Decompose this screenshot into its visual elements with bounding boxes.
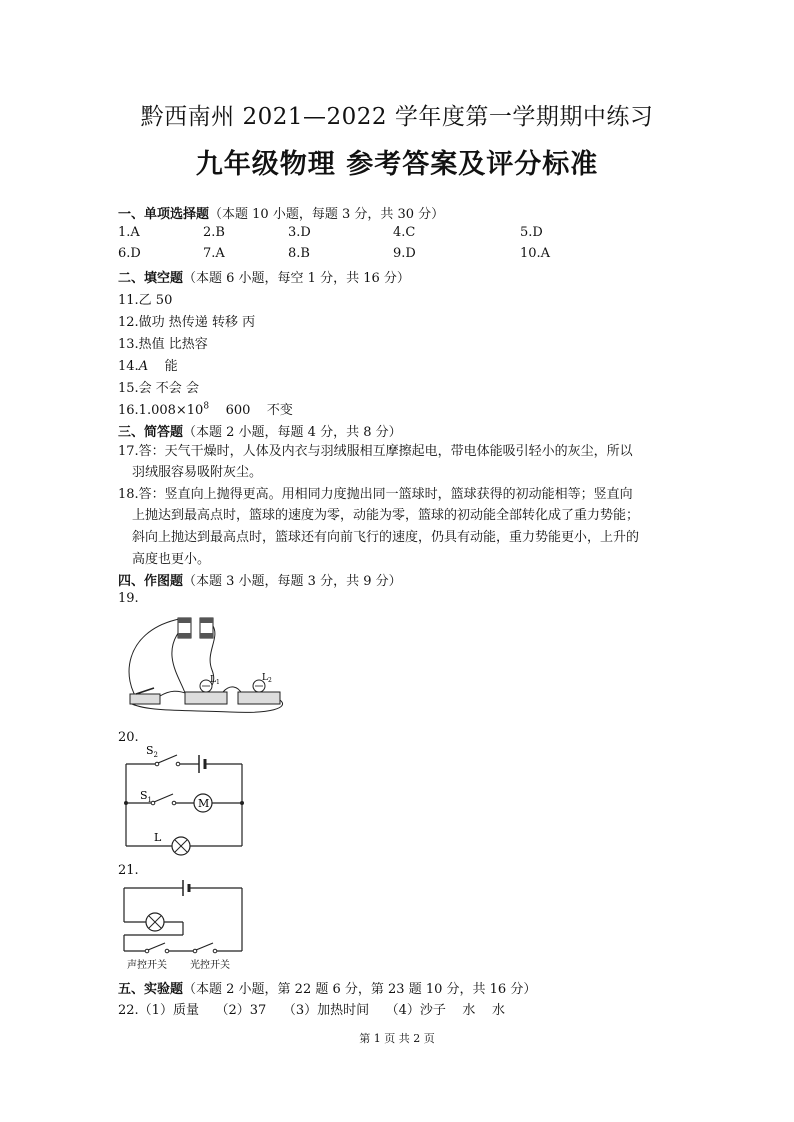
- section-4-title: 四、作图题: [118, 574, 184, 589]
- mc-answer: 4.C: [393, 225, 416, 240]
- page-footer: 第 1 页 共 2 页: [359, 1032, 435, 1045]
- q20-number: 20.: [118, 730, 139, 745]
- switch-s2-blade: [158, 755, 177, 763]
- exam-title: 黔西南州 2021—2022 学年度第一学期期中练习: [140, 104, 654, 130]
- switch-s1-blade: [154, 794, 173, 802]
- answer-18-line1: 18.答：竖直向上抛得更高。用相同力度抛出同一篮球时，篮球获得的初动能相等；竖直向: [118, 487, 633, 502]
- answer-15: 15.会 不会 会: [118, 381, 199, 396]
- section-3-heading: [118, 421, 402, 440]
- answer-16-rest: 600 不变: [209, 403, 293, 418]
- answer-title: 九年级物理 参考答案及评分标准: [195, 149, 599, 180]
- answer-17-line2: 羽绒服容易吸附灰尘。: [132, 465, 263, 480]
- q19-number: 19.: [118, 591, 139, 606]
- section-2-title: 二、填空题: [118, 271, 184, 286]
- answer-16: [118, 399, 293, 418]
- switch-s2-terminal: [176, 762, 180, 766]
- lamp-label: L: [154, 831, 162, 844]
- answer-14-italic: A: [138, 359, 149, 374]
- section-5-heading: [118, 978, 536, 997]
- answer-12: 12.做功 热传递 转移 丙: [118, 315, 256, 330]
- lamp-l1-label: $L_1$: [210, 675, 220, 686]
- battery-right-icon: [200, 618, 213, 638]
- light-switch-label: 光控开关: [190, 960, 230, 971]
- section-2-heading: [118, 267, 410, 286]
- answer-17-line1: 17.答：天气干燥时，人体及内衣与羽绒服相互摩擦起电，带电体能吸引轻小的灰尘，所以: [118, 444, 633, 459]
- answer-18-line3: 斜向上抛达到最高点时，篮球还有向前飞行的速度，仍具有动能，重力势能更小，上升的: [132, 530, 640, 545]
- switch-icon: [130, 688, 160, 704]
- answer-16-exponent: 8: [203, 401, 210, 412]
- switch-s1-terminal: [172, 801, 176, 805]
- mc-answer: 10.A: [520, 246, 551, 261]
- answer-13: 13.热值 比热容: [118, 337, 208, 352]
- answer-14-rest: 能: [148, 359, 178, 374]
- section-4-note: （本题 3 小题，每题 3 分，共 9 分）: [183, 574, 402, 589]
- wire: [160, 691, 188, 696]
- mc-answer: 7.A: [203, 246, 225, 261]
- lamp-l2-icon: [238, 680, 280, 704]
- battery-left-icon: [178, 618, 191, 638]
- answer-22: 22.（1）质量 （2）37 （3）加热时间 （4）沙子 水 水: [118, 1003, 505, 1018]
- mc-answer: 8.B: [288, 246, 310, 261]
- mc-answer: 2.B: [203, 225, 225, 240]
- lamp-l2-label: $L_2$: [262, 673, 272, 684]
- q21-circuit-diagram: [115, 875, 255, 975]
- mc-answer: 1.A: [118, 225, 140, 240]
- q20-circuit-diagram: [115, 742, 255, 862]
- section-1-note: （本题 10 小题，每题 3 分，共 30 分）: [209, 207, 445, 222]
- section-5-title: 五、实验题: [118, 982, 184, 997]
- section-4-heading: [118, 570, 402, 589]
- section-5-note: （本题 2 小题，第 22 题 6 分，第 23 题 10 分，共 16 分）: [183, 982, 537, 997]
- sound-switch-blade: [148, 943, 165, 950]
- sound-switch-label: 声控开关: [127, 960, 167, 971]
- switch-s1-label: $S_1$: [140, 789, 153, 804]
- section-2-note: （本题 6 小题，每空 1 分，共 16 分）: [183, 271, 410, 286]
- section-1-title: 一、单项选择题: [118, 207, 210, 222]
- answer-18-line2: 上抛达到最高点时，篮球的速度为零，动能为零，篮球的初动能全部转化成了重力势能；: [132, 508, 640, 523]
- mc-answer: 5.D: [520, 225, 543, 240]
- section-3-note: （本题 2 小题，每题 4 分，共 8 分）: [183, 425, 402, 440]
- motor-label: M: [198, 797, 210, 810]
- sound-switch-terminal: [165, 949, 169, 953]
- switch-s2-label: $S_2$: [146, 744, 159, 759]
- light-switch-terminal: [213, 949, 217, 953]
- answer-14-num: 14.: [118, 359, 139, 374]
- q21-number: 21.: [118, 863, 139, 878]
- answer-14: [118, 355, 178, 374]
- q19-circuit-figure: [120, 608, 290, 716]
- section-1-heading: [118, 203, 444, 222]
- answer-11: 11.乙 50: [118, 293, 173, 308]
- mc-answer: 9.D: [393, 246, 416, 261]
- lamp-l1-icon: [185, 680, 227, 704]
- answer-18-line4: 高度也更小。: [132, 552, 211, 567]
- answer-16-value: 16.1.008×10: [118, 403, 204, 418]
- light-switch-blade: [196, 943, 213, 950]
- section-3-title: 三、简答题: [118, 425, 184, 440]
- mc-answer: 6.D: [118, 246, 141, 261]
- mc-answer: 3.D: [288, 225, 311, 240]
